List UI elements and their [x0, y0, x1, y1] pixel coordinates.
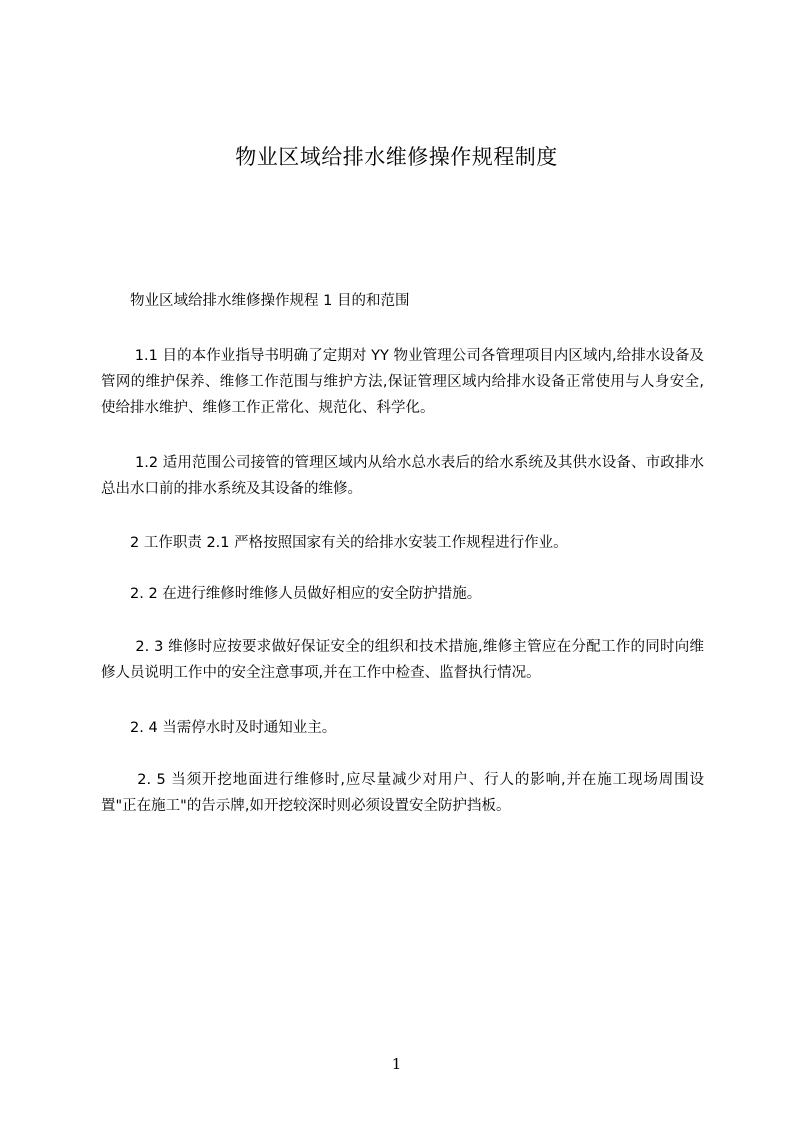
paragraph-responsibilities: 2 工作职责 2.1 严格按照国家有关的给排水安装工作规程进行作业。: [101, 535, 568, 551]
paragraph-applicable-scope: 1.2 适用范围公司接管的管理区域内从给水总水表后的给水系统及其供水设备、市政排水总出水口前的排水系统及其设备的维修。: [101, 455, 704, 497]
paragraph-organization-measures: 2. 3 维修时应按要求做好保证安全的组织和技术措施,维修主管应在分配工作的同时向维修人员说明工作中的安全注意事项,并在工作中检查、监督执行情况。: [101, 639, 704, 681]
page-number: 1: [391, 1055, 402, 1073]
paragraph-scope-heading: 物业区域给排水维修操作规程 1 目的和范围: [101, 293, 410, 309]
paragraph-excavation-rules: 2. 5 当须开挖地面进行维修时,应尽量减少对用户、行人的影响,并在施工现场周围设置"正在施工"的告示牌,如开挖较深时则必须设置安全防护挡板。: [101, 772, 704, 814]
paragraph-purpose: 1.1 目的本作业指导书明确了定期对 YY 物业管理公司各管理项目内区域内,给排水设备及管网的维护保养、维修工作范围与维护方法,保证管理区域内给排水设备正常使用与人身安全,使给排水维护、维修工作正常化、规范化、科学化。: [101, 348, 704, 416]
paragraph-safety-measures: 2. 2 在进行维修时维修人员做好相应的安全防护措施。: [101, 586, 482, 602]
paragraph-water-stoppage-notice: 2. 4 当需停水时及时通知业主。: [101, 720, 337, 736]
document-title: 物业区域给排水维修操作规程制度: [235, 145, 558, 169]
